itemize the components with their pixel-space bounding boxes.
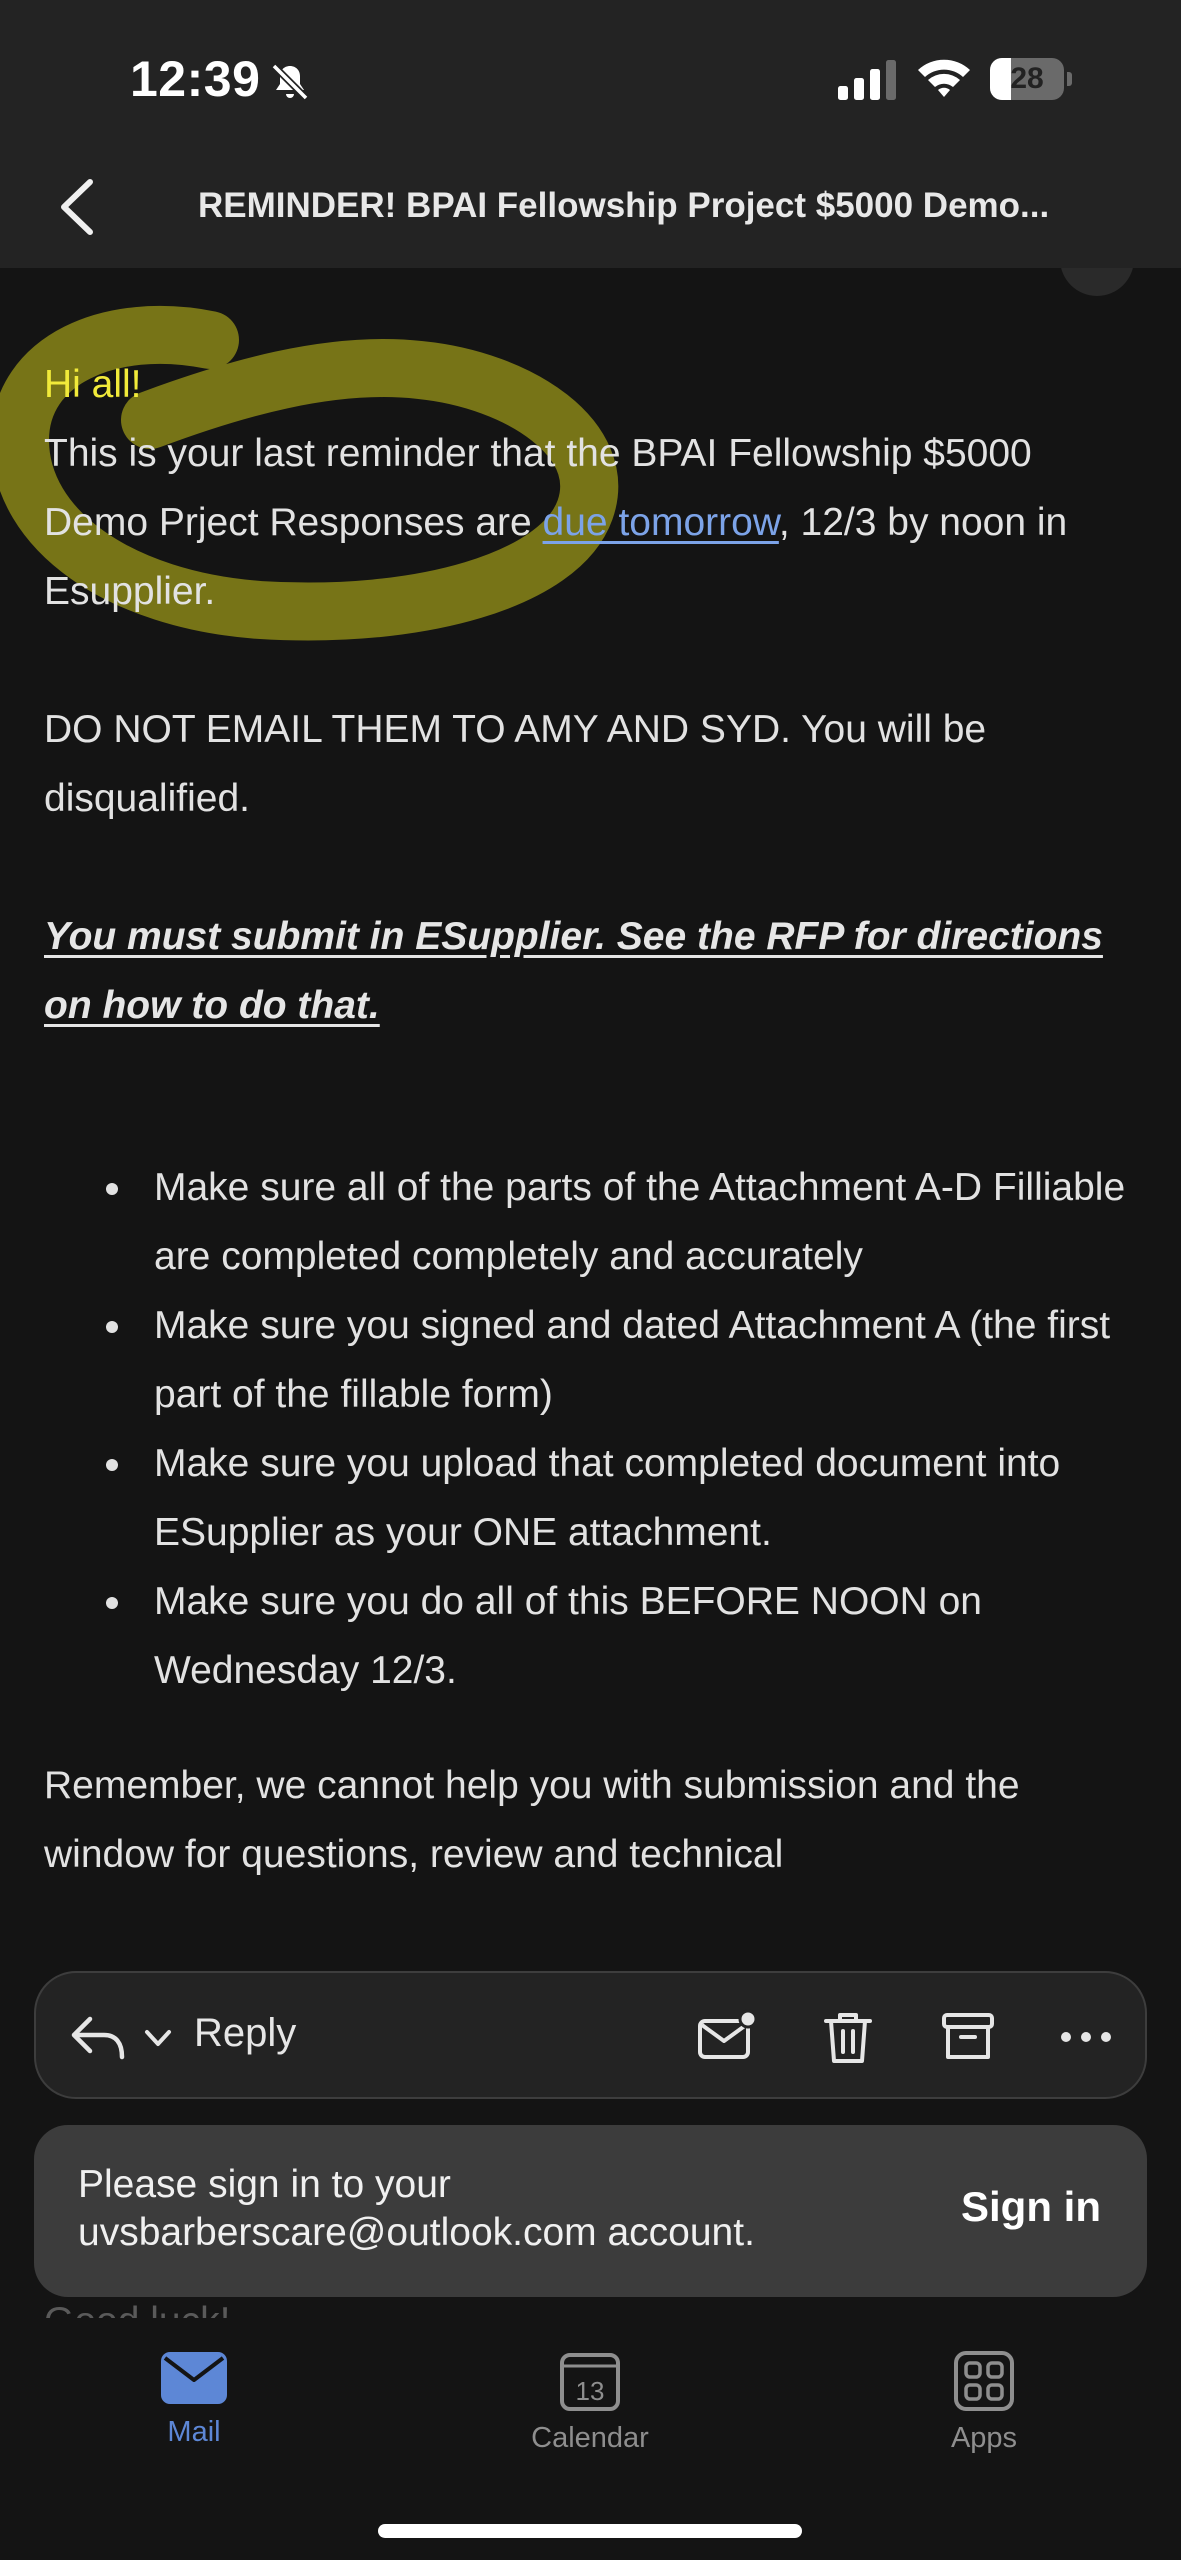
sign-in-toast <box>34 2125 1147 2297</box>
sign-in-button[interactable]: Sign in <box>961 2183 1101 2230</box>
intro-text: This is your last reminder that the BPAI Fellowship $5000 Demo Prject Responses are <box>44 432 1032 544</box>
battery-icon <box>990 58 1072 100</box>
submit-instruction: You must submit in ESupplier. See the RFP for directions on how to do that. <box>44 915 1103 1027</box>
warning-paragraph: DO NOT EMAIL THEM TO AMY AND SYD. You will be disqualified. <box>44 708 987 820</box>
top-header <box>0 0 1181 268</box>
greeting: Hi all! <box>44 363 142 406</box>
home-indicator <box>378 2524 802 2538</box>
intro-paragraph <box>44 419 1144 626</box>
status-time: 12:39 <box>130 51 261 107</box>
tab-calendar-label: Calendar <box>531 2422 649 2454</box>
tab-apps-label: Apps <box>950 2422 1018 2454</box>
battery-level: 28 <box>1010 62 1044 95</box>
cellular-signal-icon <box>838 60 898 100</box>
archive-icon[interactable] <box>938 2007 998 2067</box>
list-item: Make sure all of the parts of the Attachment A-D Filliable are completed completely and accurately <box>44 1153 1144 1291</box>
checklist <box>44 1153 1144 1705</box>
list-item: Make sure you upload that completed document into ESupplier as your ONE attachment. <box>44 1429 1144 1567</box>
reply-icon[interactable] <box>70 2013 126 2061</box>
message-action-bar <box>34 1971 1147 2099</box>
tab-calendar[interactable] <box>470 2350 710 2490</box>
chevron-down-icon[interactable] <box>142 2023 174 2053</box>
toast-message: Please sign in to your uvsbarberscare@outlook.com account. <box>78 2163 755 2254</box>
list-item: Make sure you do all of this BEFORE NOON on Wednesday 12/3. <box>44 1567 1144 1705</box>
reply-button[interactable]: Reply <box>194 2011 297 2055</box>
trash-icon[interactable] <box>818 2007 878 2067</box>
closing-paragraph: Remember, we cannot help you with submission and the window for questions, review and technical <box>44 1764 1020 1876</box>
list-item: Make sure you signed and dated Attachment A (the first part of the fillable form) <box>44 1291 1144 1429</box>
calendar-date: 13 <box>575 2376 605 2406</box>
tab-apps[interactable] <box>864 2350 1104 2490</box>
mark-unread-icon[interactable] <box>696 2007 756 2067</box>
email-body <box>44 350 1144 1889</box>
more-icon[interactable] <box>1056 2007 1116 2067</box>
calendar-icon <box>559 2350 621 2412</box>
due-date-link[interactable]: due tomorrow <box>542 501 779 544</box>
bell-slash-icon <box>268 60 312 104</box>
apps-grid-icon <box>953 2350 1015 2412</box>
tab-mail-label: Mail <box>167 2416 221 2448</box>
back-chevron-icon[interactable] <box>50 172 106 242</box>
mail-icon <box>159 2350 229 2406</box>
email-subject: REMINDER! BPAI Fellowship Project $5000 Demo... <box>198 186 1050 225</box>
intro-text-end: , 12/3 by noon in Esupplier. <box>44 501 1068 613</box>
tab-mail[interactable] <box>74 2350 314 2490</box>
wifi-icon <box>916 56 972 100</box>
